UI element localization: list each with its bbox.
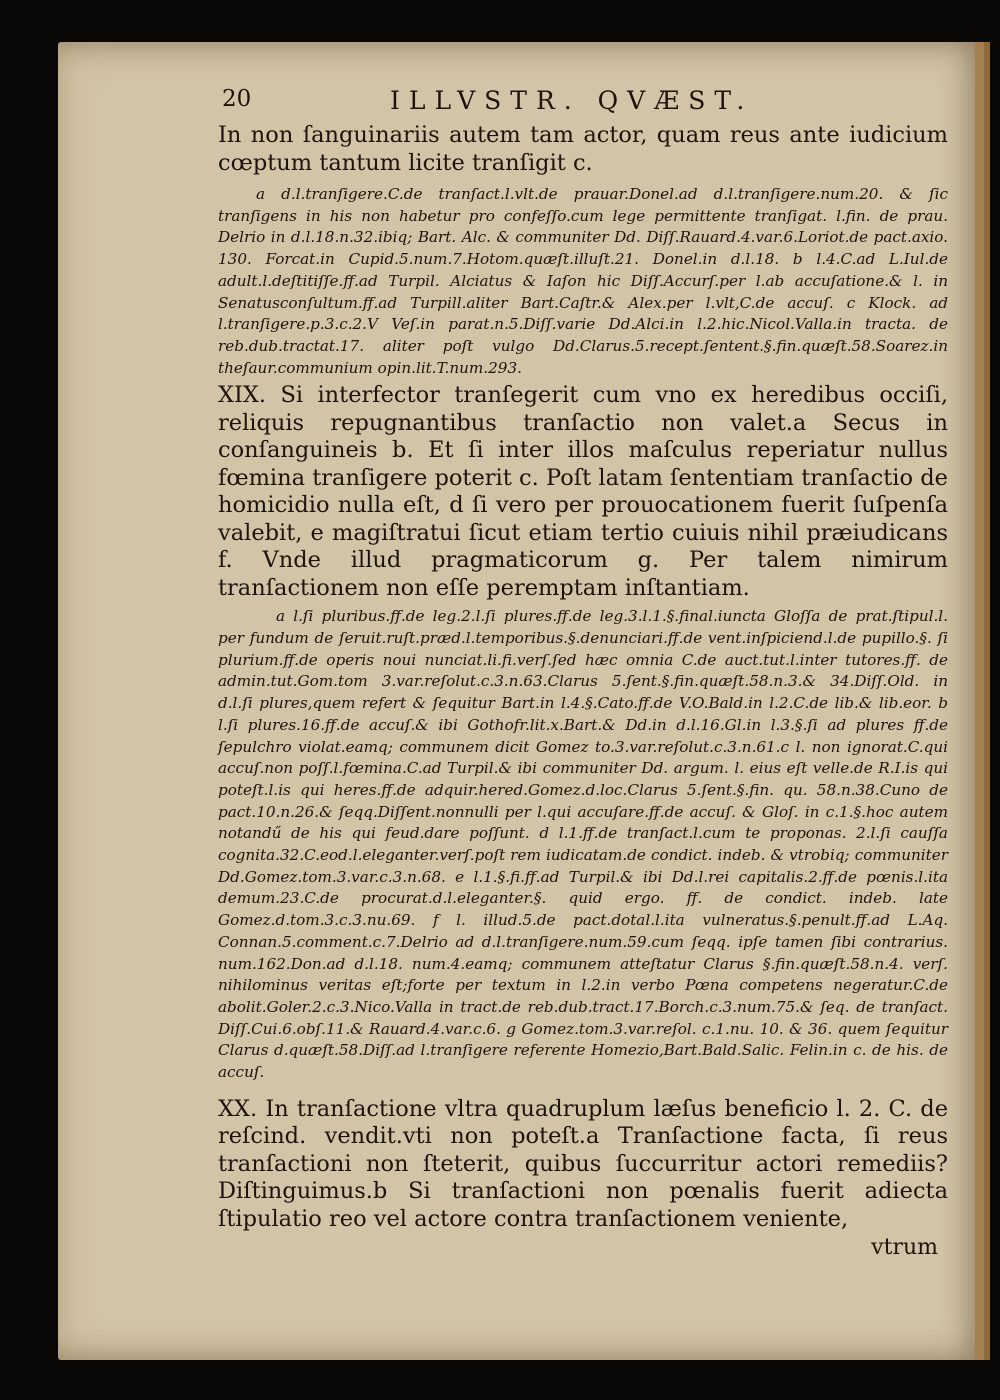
- intro-paragraph: In non ſanguinariis autem tam actor, quam reus ante iudicium cœptum tantum licite tranſigit c.: [218, 122, 948, 176]
- footnote-block-2: a l.ſi pluribus.ff.de leg.2.l.ſi plures.ff.de leg.3.l.1.§.final.iuncta Gloſſa de prat.ſtipul.l. per fundum de ſeruit.ruſt.præd.l.temporibus.§.denunciari.ff.de vent.inſpiciend.l.de pupillo.§. ſi plurium.ff.de operis noui nunciat.li.fi.verſ.ſed hæc omnia C.de auct.tut.l.inter tutores.ff. de admin.tut.Gom.tom 3.var.reſolut.c.3.n.63.Clarus 5.ſent.§.fin.quæſt.58.n.3.& 34.Diſſ.Old. in d.l.ſi plures,quem refert & ſequitur Bart.in l.4.§.Cato.ff.de V.O.Bald.in l.2.C.de lib.& lib.eor. b l.ſi plures.16.ff.de accuſ.& ibi Gothofr.lit.x.Bart.& Dd.in d.l.16.Gl.in l.3.§.ſi ad plures ff.de ſepulchro violat.eamq; communem dicit Gomez to.3.var.reſolut.c.3.n.61.c l. non ignorat.C.qui accuſ.non poſſ.l.fœmina.C.ad Turpil.& ibi communiter Dd. argum. l. eius eſt velle.de R.I.is qui poteſt.l.is qui heres.ff.de adquir.hered.Gomez.d.loc.Clarus 5.ſent.§.fin. qu. 58.n.38.Cuno de pact.10.n.26.& ſeqq.Diſſent.nonnulli per l.qui accuſare.ff.de accuſ. & Gloſ. in c.1.§.hoc autem notandű de his qui feud.dare poſſunt. d l.1.ff.de tranſact.l.cum te proponas. 2.l.ſi cauſſa cognita.32.C.eod.l.eleganter.verſ.poſt rem iudicatam.de condict. indeb. & vtrobiq; communiter Dd.Gomez.tom.3.var.c.3.n.68. e l.1.§.fi.ff.ad Turpil.& ibi Dd.l.rei capitalis.2.ff.de pœnis.l.ita demum.23.C.de procurat.d.l.eleganter.§. quid ergo. ff. de condict. indeb. late Gomez.d.tom.3.c.3.nu.69. f l. illud.5.de pact.dotal.l.ita vulneratus.§.penult.ff.ad L.Aq. Connan.5.comment.c.7.Delrio ad d.l.tranſigere.num.59.cum ſeqq. ipſe tamen ſibi contrarius. num.162.Don.ad d.l.18. num.4.eamq; communem atteſtatur Clarus §.fin.quæſt.58.n.4. verſ. nihilominus veritas eſt;forte per textum in l.2.in verbo Pœna competens negeratur.C.de abolit.Goler.2.c.3.Nico.Valla in tract.de reb.dub.tract.17.Borch.c.3.num.75.& ſeq. de tranſact. Diſſ.Cui.6.obſ.11.& Rauard.4.var.c.6. g Gomez.tom.3.var.reſol. c.1.nu. 10. & 36. quem ſequitur Clarus d.quæſt.58.Diſſ.ad l.tranſigere referente Homezio,Bart.Bald.Salic. Felin.in c. de his. de accuſ.: [218, 607, 948, 1082]
- section-20-label: XX.: [218, 1095, 258, 1122]
- catchword: vtrum: [871, 1235, 938, 1261]
- section-20-text: In tranſactione vltra quadruplum læſus beneficio l. 2. C. de reſcind. vendit.vti non poteſt.a Tranſactione facta, ſi reus tranſactioni non ſteterit, quibus ſuccurritur actori remediis?Diſtinguimus.b Si tranſactioni non pœnalis fuerit adiecta ſtipulatio reo vel actore contra tranſactionem veniente,: [218, 1095, 949, 1232]
- section-20: [218, 1096, 948, 1234]
- page-text: [218, 86, 948, 1260]
- section-19: [218, 382, 948, 602]
- footnote-block-1: a d.l.tranſigere.C.de tranſact.l.vlt.de prauar.Donel.ad d.l.tranſigere.num.20. & ſic tranſigens in his non habetur pro confeſſo.cum lege permittente tranſigat. l.fin. de prau. Delrio in d.l.18.n.32.ibiq; Bart. Alc. & communiter Dd. Diſſ.Rauard.4.var.6.Loriot.de pact.axio. 130. Forcat.in Cupid.5.num.7.Hotom.quæſt.illuſt.21. Donel.in d.l.18. b l.4.C.ad L.Iul.de adult.l.deſtitiſſe.ff.ad Turpil. Alciatus & Iaſon hic Diſſ.Accurſ.per l.ab accuſatione.& l. in Senatusconſultum.ff.ad Turpill.aliter Bart.Caſtr.& Alex.per l.vlt,C.de accuſ. c Klock. ad l.tranſigere.p.3.c.2.V Veſ.in parat.n.5.Diſſ.varie Dd.Alci.in l.2.hic.Nicol.Valla.in tracta. de reb.dub.tractat.17. aliter poſt vulgo Dd.Clarus.5.recept.ſentent.§.fin.quæſt.58.Soarez.in theſaur.communium opin.lit.T.num.293.: [218, 185, 948, 377]
- page-number: 20: [222, 86, 252, 112]
- page-edge-shadow: [984, 42, 990, 1360]
- section-19-label: XIX.: [218, 382, 267, 409]
- running-head: [218, 86, 948, 122]
- section-19-text: Si interfector tranſegerit cum vno ex heredibus occiſi, reliquis repugnantibus tranſactio non valet.a Secus in conſanguineis b. Et ſi inter illos maſculus reperiatur nullus fœmina tranſigere poterit c. Poſt latam ſententiam tranſactio de homicidio nulla eſt, d ſi vero per prouocationem fuerit ſuſpenſa valebit, e magiſtratui ſicut etiam tertio cuiuis nihil præiudicans f. Vnde illud pragmaticorum g. Per talem nimirum tranſactionem non eſſe peremptam inſtantiam.: [218, 382, 949, 601]
- running-title: ILLVSTR. QVÆST.: [390, 86, 754, 115]
